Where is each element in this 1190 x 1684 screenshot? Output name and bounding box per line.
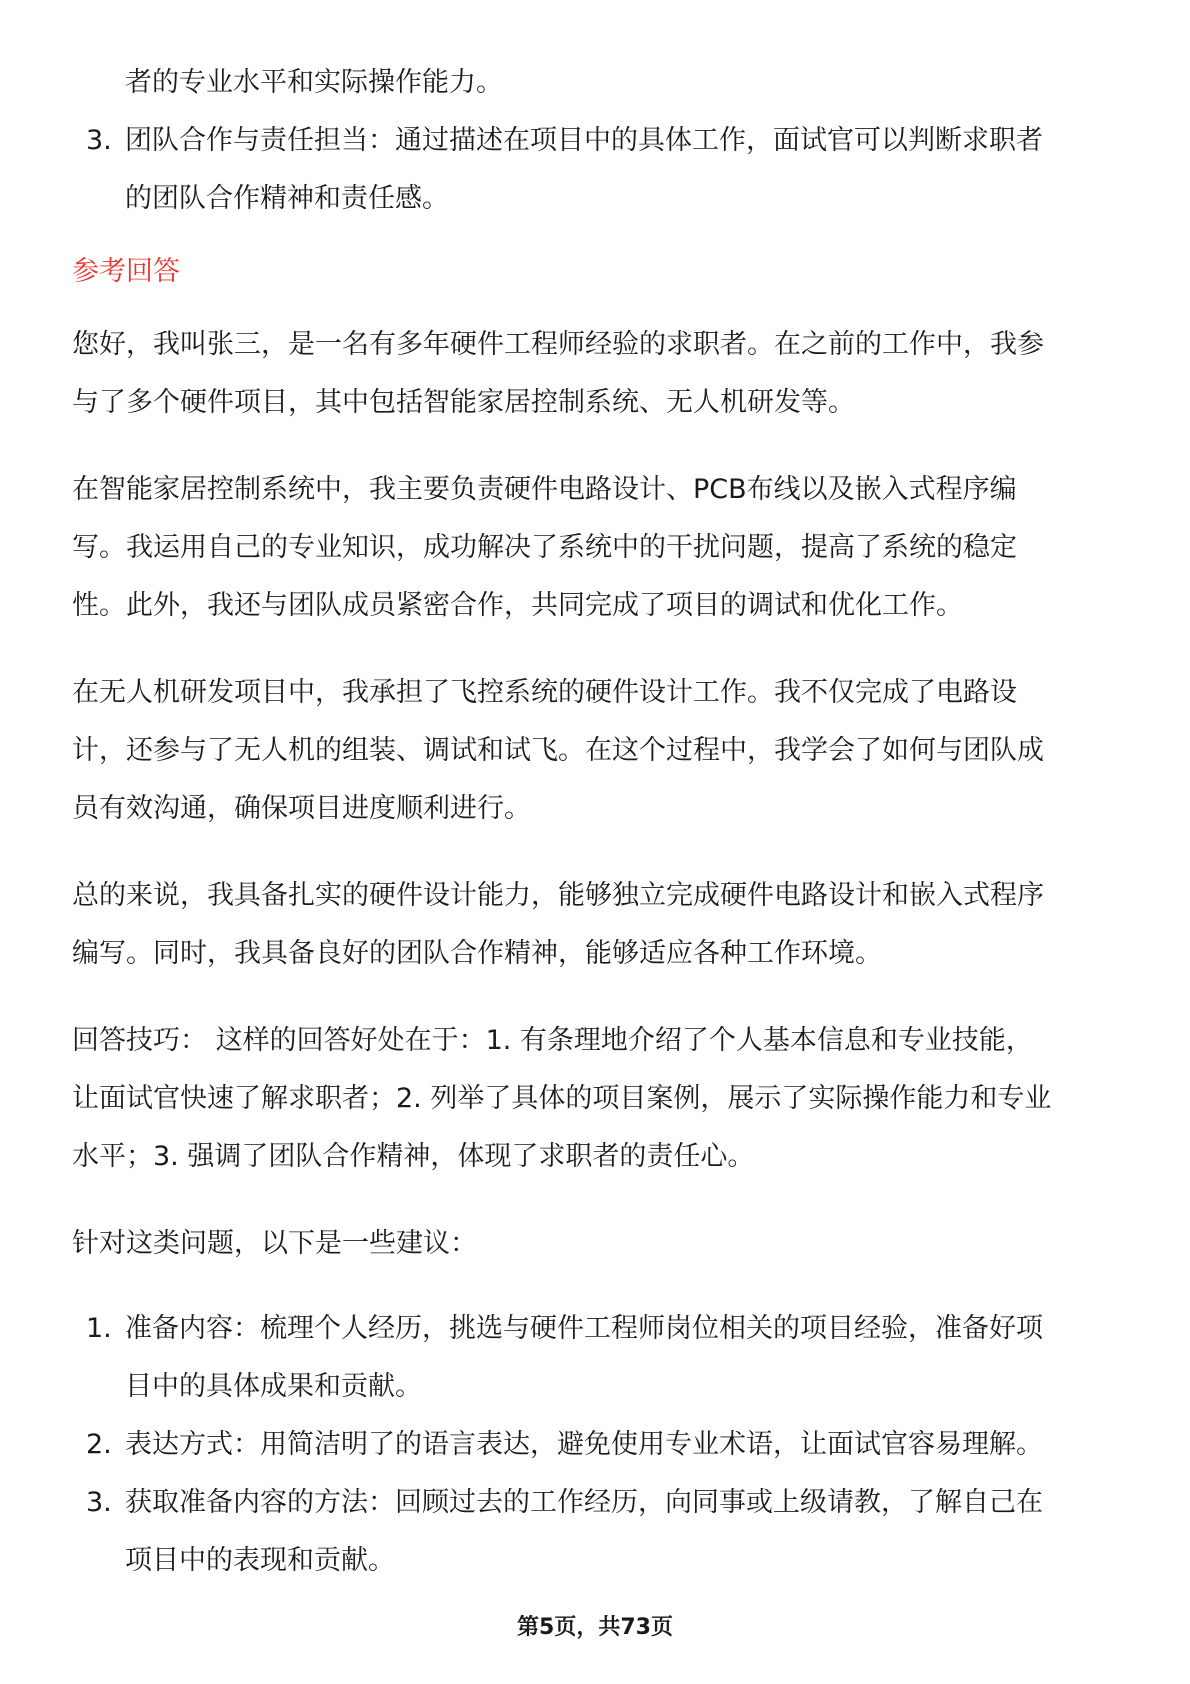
paragraph-line: 编写。同时，我具备良好的团队合作精神，能够适应各种工作环境。	[72, 938, 882, 969]
paragraph-line: 与了多个硬件项目，其中包括智能家居控制系统、无人机研发等。	[72, 387, 855, 418]
paragraph-line: 让面试官快速了解求职者；2. 列举了具体的项目案例，展示了实际操作能力和专业	[72, 1083, 1052, 1114]
paragraph-line: 回答技巧： 这样的回答好处在于：1. 有条理地介绍了个人基本信息和专业技能，	[72, 1025, 1033, 1056]
suggestions-list	[72, 1300, 1122, 1590]
page-number-footer: 第5页，共73页	[517, 1615, 673, 1640]
list-item-3	[72, 112, 1122, 228]
list-item-line: 的团队合作精神和责任感。	[125, 183, 449, 214]
page-content	[72, 54, 1122, 1590]
paragraph	[72, 461, 1122, 635]
list-item-line: 项目中的表现和贡献。	[125, 1545, 395, 1576]
list-item-line: 准备内容：梳理个人经历，挑选与硬件工程师岗位相关的项目经验，准备好项	[125, 1313, 1043, 1344]
list-item-line: 目中的具体成果和贡献。	[125, 1371, 422, 1402]
list-number: 1.	[86, 1313, 112, 1344]
top-list	[72, 54, 1122, 228]
paragraph	[72, 664, 1122, 838]
list-item-line: 团队合作与责任担当：通过描述在项目中的具体工作，面试官可以判断求职者	[125, 125, 1043, 156]
paragraph-line: 针对这类问题，以下是一些建议：	[72, 1228, 477, 1259]
paragraph-line: 您好，我叫张三，是一名有多年硬件工程师经验的求职者。在之前的工作中，我参	[72, 329, 1044, 360]
list-item-2-continuation: 者的专业水平和实际操作能力。	[125, 67, 503, 98]
paragraph-line: 总的来说，我具备扎实的硬件设计能力，能够独立完成硬件电路设计和嵌入式程序	[72, 880, 1044, 911]
list-number: 3.	[86, 125, 112, 156]
paragraph	[72, 867, 1122, 983]
paragraph-line: 员有效沟通，确保项目进度顺利进行。	[72, 793, 531, 824]
paragraph-intro	[72, 1215, 1122, 1273]
list-item-line: 表达方式：用简洁明了的语言表达，避免使用专业术语，让面试官容易理解。	[125, 1429, 1043, 1460]
paragraph-line: 在无人机研发项目中，我承担了飞控系统的硬件设计工作。我不仅完成了电路设	[72, 677, 1017, 708]
list-item	[72, 1474, 1122, 1590]
paragraph-line: 在智能家居控制系统中，我主要负责硬件电路设计、PCB布线以及嵌入式程序编	[72, 474, 1017, 505]
section-title: 参考回答	[72, 256, 180, 287]
paragraph-line: 计，还参与了无人机的组装、调试和试飞。在这个过程中，我学会了如何与团队成	[72, 735, 1044, 766]
paragraph-line: 水平；3. 强调了团队合作精神，体现了求职者的责任心。	[72, 1141, 755, 1172]
list-number: 3.	[86, 1487, 112, 1518]
list-item	[72, 1416, 1122, 1474]
paragraph	[72, 316, 1122, 432]
paragraph-line: 性。此外，我还与团队成员紧密合作，共同完成了项目的调试和优化工作。	[72, 590, 963, 621]
paragraph-line: 写。我运用自己的专业知识，成功解决了系统中的干扰问题，提高了系统的稳定	[72, 532, 1017, 563]
list-number: 2.	[86, 1429, 112, 1460]
paragraph-tips	[72, 1012, 1122, 1186]
list-item-line: 获取准备内容的方法：回顾过去的工作经历，向同事或上级请教，了解自己在	[125, 1487, 1043, 1518]
list-item	[72, 1300, 1122, 1416]
